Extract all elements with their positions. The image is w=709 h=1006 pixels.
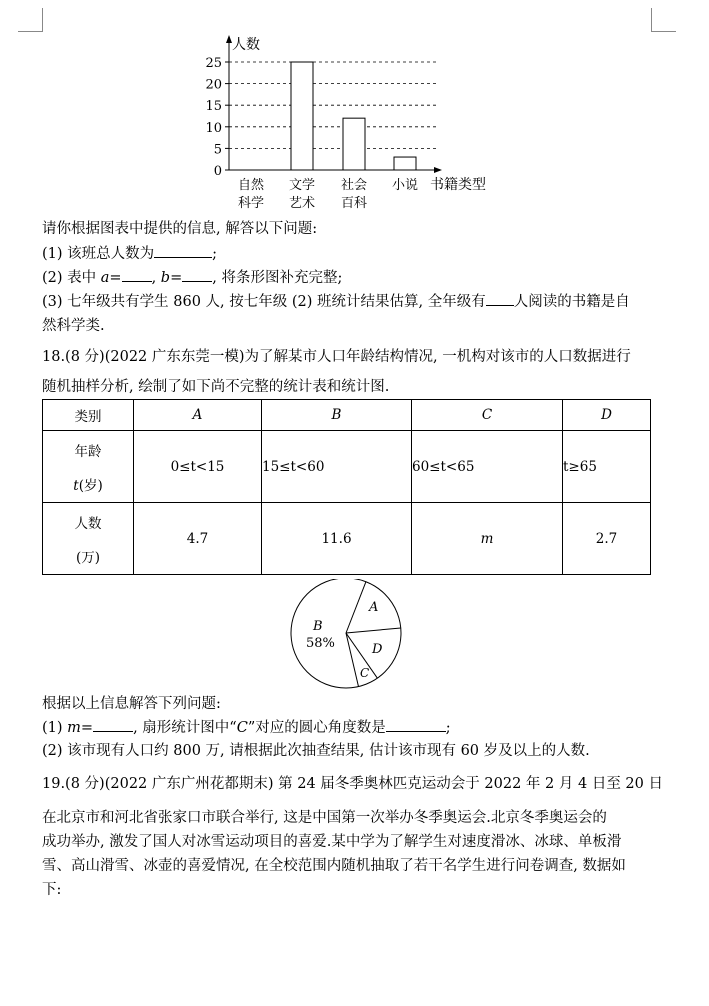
bar bbox=[291, 62, 313, 170]
table-cell: m bbox=[412, 503, 563, 575]
pie-label-a: A bbox=[369, 600, 379, 615]
table-header-cell: B bbox=[262, 400, 412, 431]
pie-label-c: C bbox=[360, 666, 370, 680]
answer-blank-total[interactable] bbox=[154, 243, 212, 258]
q17-part3-end: 人阅读的书籍是自 bbox=[513, 294, 630, 310]
table-header-row bbox=[43, 400, 651, 431]
q18-sub1-pre: (1) bbox=[42, 720, 68, 736]
q18-sub1-mid: , 扇形统计图中“ bbox=[133, 720, 237, 736]
table-cell: 4.7 bbox=[134, 503, 262, 575]
crop-mark-top-left-h bbox=[18, 31, 43, 32]
q19-stem-line5: 下: bbox=[42, 882, 62, 898]
q17-part2-end: , 将条形图补充完整; bbox=[212, 270, 343, 286]
bar bbox=[343, 118, 365, 170]
eq-sign: = bbox=[109, 270, 122, 286]
q18-sub1-end: ; bbox=[445, 720, 451, 736]
q17-part3-text: (3) 七年级共有学生 860 人, 按七年级 (2) 班统计结果估算, 全年级有 bbox=[42, 294, 486, 310]
q17-part1 bbox=[42, 242, 217, 263]
q18-stem-line2: 随机抽样分析, 绘制了如下尚不完整的统计表和统计图. bbox=[42, 379, 390, 395]
table-row-label bbox=[43, 503, 134, 575]
table-row bbox=[43, 431, 651, 503]
q18-after: 根据以上信息解答下列问题: bbox=[42, 696, 221, 712]
q17-part1-end: ; bbox=[212, 246, 218, 262]
table-header-cell: C bbox=[412, 400, 563, 431]
q18-stem-line1: 18.(8 分)(2022 广东东莞一模)为了解某市人口年龄结构情况, 一机构对该市的人口数据进行 bbox=[42, 349, 631, 365]
q18-sub1 bbox=[42, 716, 451, 737]
q17-part1-text: (1) 该班总人数为 bbox=[42, 246, 155, 262]
x-category-label: 百科 bbox=[340, 196, 368, 211]
table-header-cell: D bbox=[563, 400, 651, 431]
bar-chart bbox=[190, 32, 510, 217]
pie-label-b-percent: 58% bbox=[306, 636, 335, 651]
table-cell: 60≤t<65 bbox=[412, 431, 563, 503]
y-tick-label: 20 bbox=[205, 77, 222, 93]
var-c: C bbox=[236, 720, 248, 736]
answer-blank-b[interactable] bbox=[182, 267, 212, 282]
q17-part2-text: (2) 表中 bbox=[42, 270, 101, 286]
label-line: 年龄 bbox=[74, 443, 102, 460]
comma: , bbox=[151, 270, 161, 286]
x-category-label: 艺术 bbox=[288, 196, 316, 211]
q19-stem-line1: 19.(8 分)(2022 广东广州花都期末) 第 24 届冬季奥林匹克运动会于 2022 年 2 月 4 日至 20 日 bbox=[42, 776, 663, 792]
pie-divider-cb bbox=[346, 633, 359, 687]
x-category-label: 科学 bbox=[237, 196, 265, 211]
pie-divider-ab bbox=[346, 582, 366, 633]
pie-label-b: B bbox=[313, 619, 323, 634]
q17-part3-cont: 然科学类. bbox=[42, 318, 105, 334]
x-category-label: 自然 bbox=[237, 178, 265, 193]
table-cell: t≥65 bbox=[563, 431, 651, 503]
q19-stem-line2: 在北京市和河北省张家口市联合举行, 这是中国第一次举办冬季奥运会.北京冬季奥运会的 bbox=[42, 810, 607, 826]
x-category-label: 小说 bbox=[391, 178, 419, 193]
y-axis-label: 人数 bbox=[232, 37, 260, 53]
y-tick-label: 25 bbox=[205, 56, 222, 71]
table-cell: 0≤t<15 bbox=[134, 431, 262, 503]
table-row-label bbox=[43, 431, 134, 503]
q18-sub1-mid2: ”对应的圆心角度数是 bbox=[247, 720, 386, 736]
q19-stem-line3: 成功举办, 激发了国人对冰雪运动项目的喜爱.某中学为了解学生对速度滑冰、冰球、单板滑 bbox=[42, 834, 622, 850]
pie-label-d: D bbox=[372, 642, 383, 657]
var-b: b bbox=[160, 270, 171, 286]
table-cell: 15≤t<60 bbox=[262, 431, 412, 503]
var-a: a bbox=[100, 270, 110, 286]
crop-mark-top-left-v bbox=[42, 8, 43, 32]
x-category-label: 社会 bbox=[340, 178, 368, 193]
q18-sub2: (2) 该市现有人口约 800 万, 请根据此次抽查结果, 估计该市现有 60 岁及以上的人数. bbox=[42, 743, 590, 759]
y-tick-label: 0 bbox=[213, 164, 222, 179]
answer-blank-a[interactable] bbox=[122, 267, 152, 282]
x-axis-arrow bbox=[434, 167, 442, 173]
y-tick-label: 5 bbox=[213, 142, 222, 158]
q17-part2 bbox=[42, 266, 342, 287]
eq-sign: = bbox=[80, 720, 94, 736]
table-cell: 11.6 bbox=[262, 503, 412, 575]
q17-part3 bbox=[42, 290, 630, 311]
pie-divider-ad bbox=[346, 628, 401, 633]
crop-mark-top-right-v bbox=[651, 8, 652, 32]
var-t: t bbox=[73, 477, 79, 494]
q17-intro: 请你根据图表中提供的信息, 解答以下问题: bbox=[42, 221, 318, 237]
pie-chart bbox=[288, 579, 408, 691]
answer-blank-m[interactable] bbox=[93, 717, 133, 732]
bar bbox=[394, 157, 416, 170]
q19-stem-line4: 雪、高山滑雪、冰壶的喜爱情况, 在全校范围内随机抽取了若干名学生进行问卷调查, 数据如 bbox=[42, 858, 626, 874]
table-header-cell: 类别 bbox=[43, 400, 134, 431]
answer-blank-count[interactable] bbox=[486, 291, 514, 306]
var-m: m bbox=[67, 720, 81, 736]
label-unit: (岁) bbox=[78, 477, 103, 494]
x-axis-label: 书籍类型 bbox=[430, 177, 486, 193]
table-row bbox=[43, 503, 651, 575]
label-line: 人数 bbox=[74, 515, 102, 532]
table-header-cell: A bbox=[134, 400, 262, 431]
eq-sign: = bbox=[170, 270, 183, 286]
y-tick-label: 15 bbox=[205, 99, 222, 115]
label-line: (万) bbox=[75, 549, 101, 566]
crop-mark-top-right-h bbox=[651, 31, 676, 32]
stat-table bbox=[42, 399, 651, 575]
x-category-label: 文学 bbox=[288, 178, 316, 193]
label-line bbox=[43, 474, 133, 494]
table-cell: 2.7 bbox=[563, 503, 651, 575]
y-tick-label: 10 bbox=[205, 120, 222, 136]
answer-blank-angle[interactable] bbox=[386, 717, 446, 732]
